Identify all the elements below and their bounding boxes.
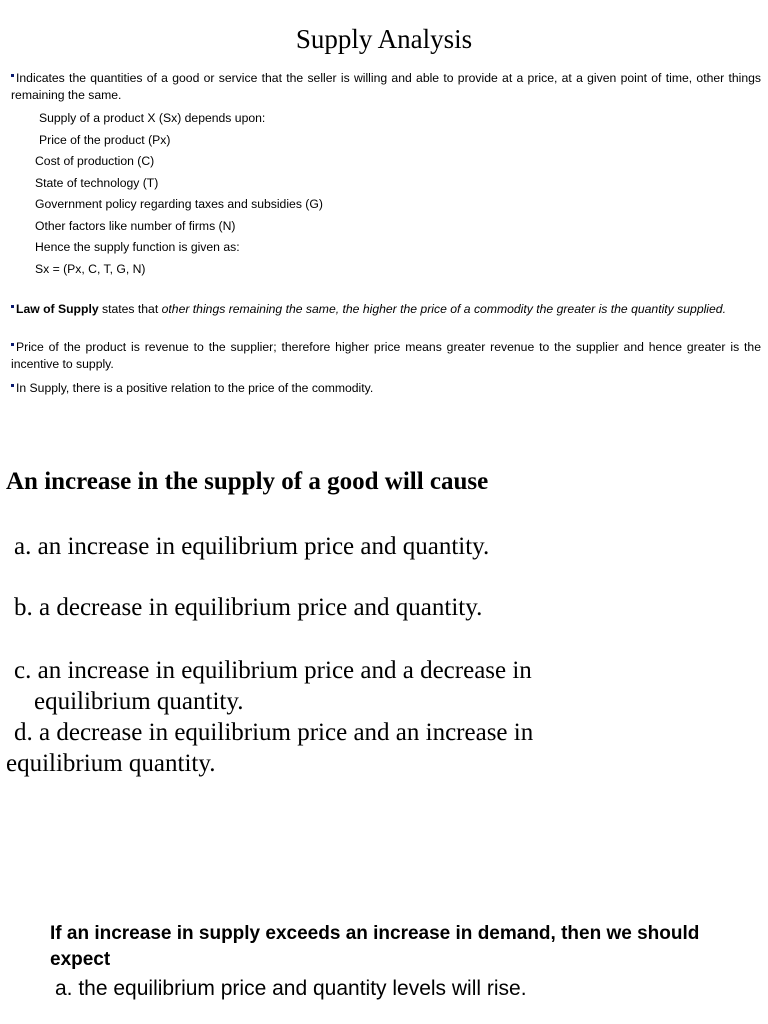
dependency-item: Cost of production (C) [35,154,155,168]
dependency-item: Government policy regarding taxes and subsidies (G) [35,197,323,211]
law-of-supply-bullet [11,301,761,318]
law-of-supply-connector: states that [98,302,162,316]
option-c-line-2: equilibrium quantity. [34,688,244,715]
option-c-line-1: c. an increase in equilibrium price and a decrease in [14,657,532,684]
bullet-square-icon [11,74,14,77]
question-1-option-d [6,717,646,779]
positive-relation-bullet [11,380,761,397]
intro-bullet [11,70,761,104]
question-2-option-a: a. the equilibrium price and quantity levels will rise. [55,977,527,1000]
law-of-supply-statement: other things remaining the same, the higher the price of a commodity the greater is the quantity supplied. [161,302,726,316]
question-1-option-a: a. an increase in equilibrium price and quantity. [14,533,490,560]
question-1-prompt: An increase in the supply of a good will cause [6,468,489,495]
dependencies-heading: Supply of a product X (Sx) depends upon: [39,111,266,125]
option-d-line-2: equilibrium quantity. [6,750,216,777]
intro-bullet-text: Indicates the quantities of a good or service that the seller is willing and able to provide at a price, at a given point of time, other things remaining the same. [11,71,761,102]
bullet-square-icon [11,343,14,346]
question-1-option-c [14,655,634,717]
dependency-item: State of technology (T) [35,175,159,190]
supply-dependencies-list [35,108,323,280]
dependency-item: Other factors like number of firms (N) [35,218,236,233]
law-of-supply-term: Law of Supply [16,302,99,316]
price-revenue-bullet [11,339,761,373]
question-2-prompt: If an increase in supply exceeds an increase in demand, then we should expect [50,923,700,970]
bullet-square-icon [11,305,14,308]
price-revenue-text: Price of the product is revenue to the supplier; therefore higher price means greater revenue to the supplier and hence greater is the incentive to supply. [11,340,761,371]
dependency-item: Hence the supply function is given as: [35,240,240,254]
question-1-option-b: b. a decrease in equilibrium price and quantity. [14,594,483,621]
option-d-line-1: d. a decrease in equilibrium price and an increase in [14,719,534,746]
bullet-square-icon [11,384,14,387]
positive-relation-text: In Supply, there is a positive relation to the price of the commodity. [16,381,374,395]
page-title: Supply Analysis [295,24,473,54]
supply-function-formula: Sx = (Px, C, T, G, N) [35,261,146,276]
dependency-item: Price of the product (Px) [39,132,171,147]
